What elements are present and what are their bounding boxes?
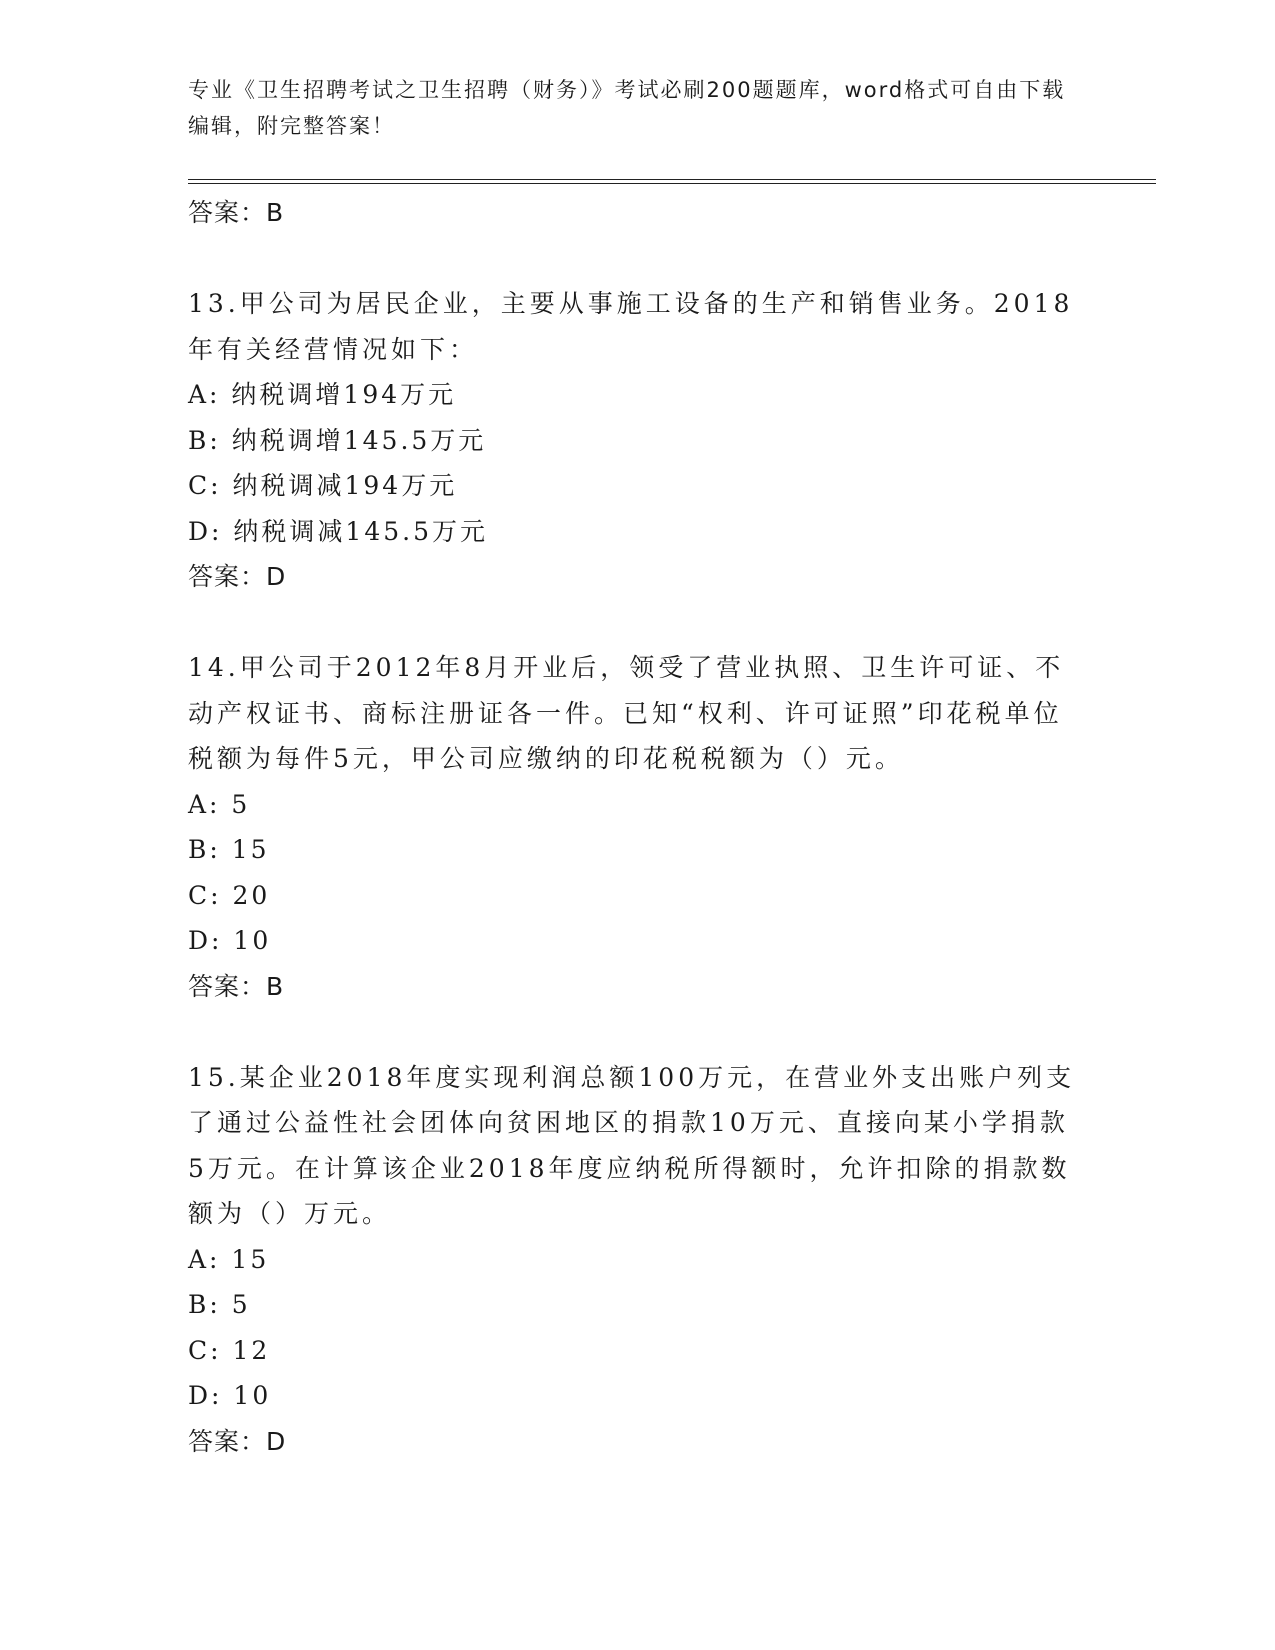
question-block [188, 645, 1088, 1010]
option-b: B: 15 [188, 835, 270, 864]
header-divider-bottom [188, 183, 1156, 184]
option-a: A: 15 [188, 1244, 270, 1274]
option-c: C: 12 [188, 1335, 271, 1365]
option-d: D: 10 [188, 926, 272, 955]
option-a: A: 5 [188, 789, 251, 819]
question-stem: 13.甲公司为居民企业，主要从事施工设备的生产和销售业务。2018年有关经营情况如下： [188, 289, 1074, 364]
header-divider-top [188, 179, 1156, 180]
option-c: C: 20 [188, 880, 271, 910]
option-c: C: 纳税调减194万元 [188, 471, 458, 500]
option-b: B: 5 [188, 1290, 251, 1319]
option-d: D: 纳税调减145.5万元 [188, 516, 488, 546]
option-a: A: 纳税调增194万元 [188, 380, 457, 409]
answer-label: 答案：B [188, 971, 285, 1001]
option-d: D: 10 [188, 1381, 272, 1410]
answer-label: 答案：D [188, 1426, 287, 1456]
answer-label: 答案：D [188, 562, 287, 591]
document-body [188, 190, 1088, 1465]
question-stem: 15.某企业2018年度实现利润总额100万元，在营业外支出账户列支了通过公益性社会团体向贫困地区的捐款10万元、直接向某小学捐款5万元。在计算该企业2018年度应纳税所得额时，允许扣除的捐款数额为（）万元。 [188, 1062, 1076, 1228]
question-block [188, 1055, 1088, 1465]
question-stem: 14.甲公司于2012年8月开业后，领受了营业执照、卫生许可证、不动产权证书、商标注册证各一件。已知“权利、许可证照”印花税单位税额为每件5元，甲公司应缴纳的印花税税额为（）元。 [188, 653, 1065, 773]
answer-label: 答案：B [188, 198, 285, 227]
option-b: B: 纳税调增145.5万元 [188, 425, 487, 455]
document-header: 专业《卫生招聘考试之卫生招聘（财务）》考试必刷200题题库，word格式可自由下载编辑，附完整答案！ [188, 78, 1066, 138]
question-block [188, 281, 1088, 600]
